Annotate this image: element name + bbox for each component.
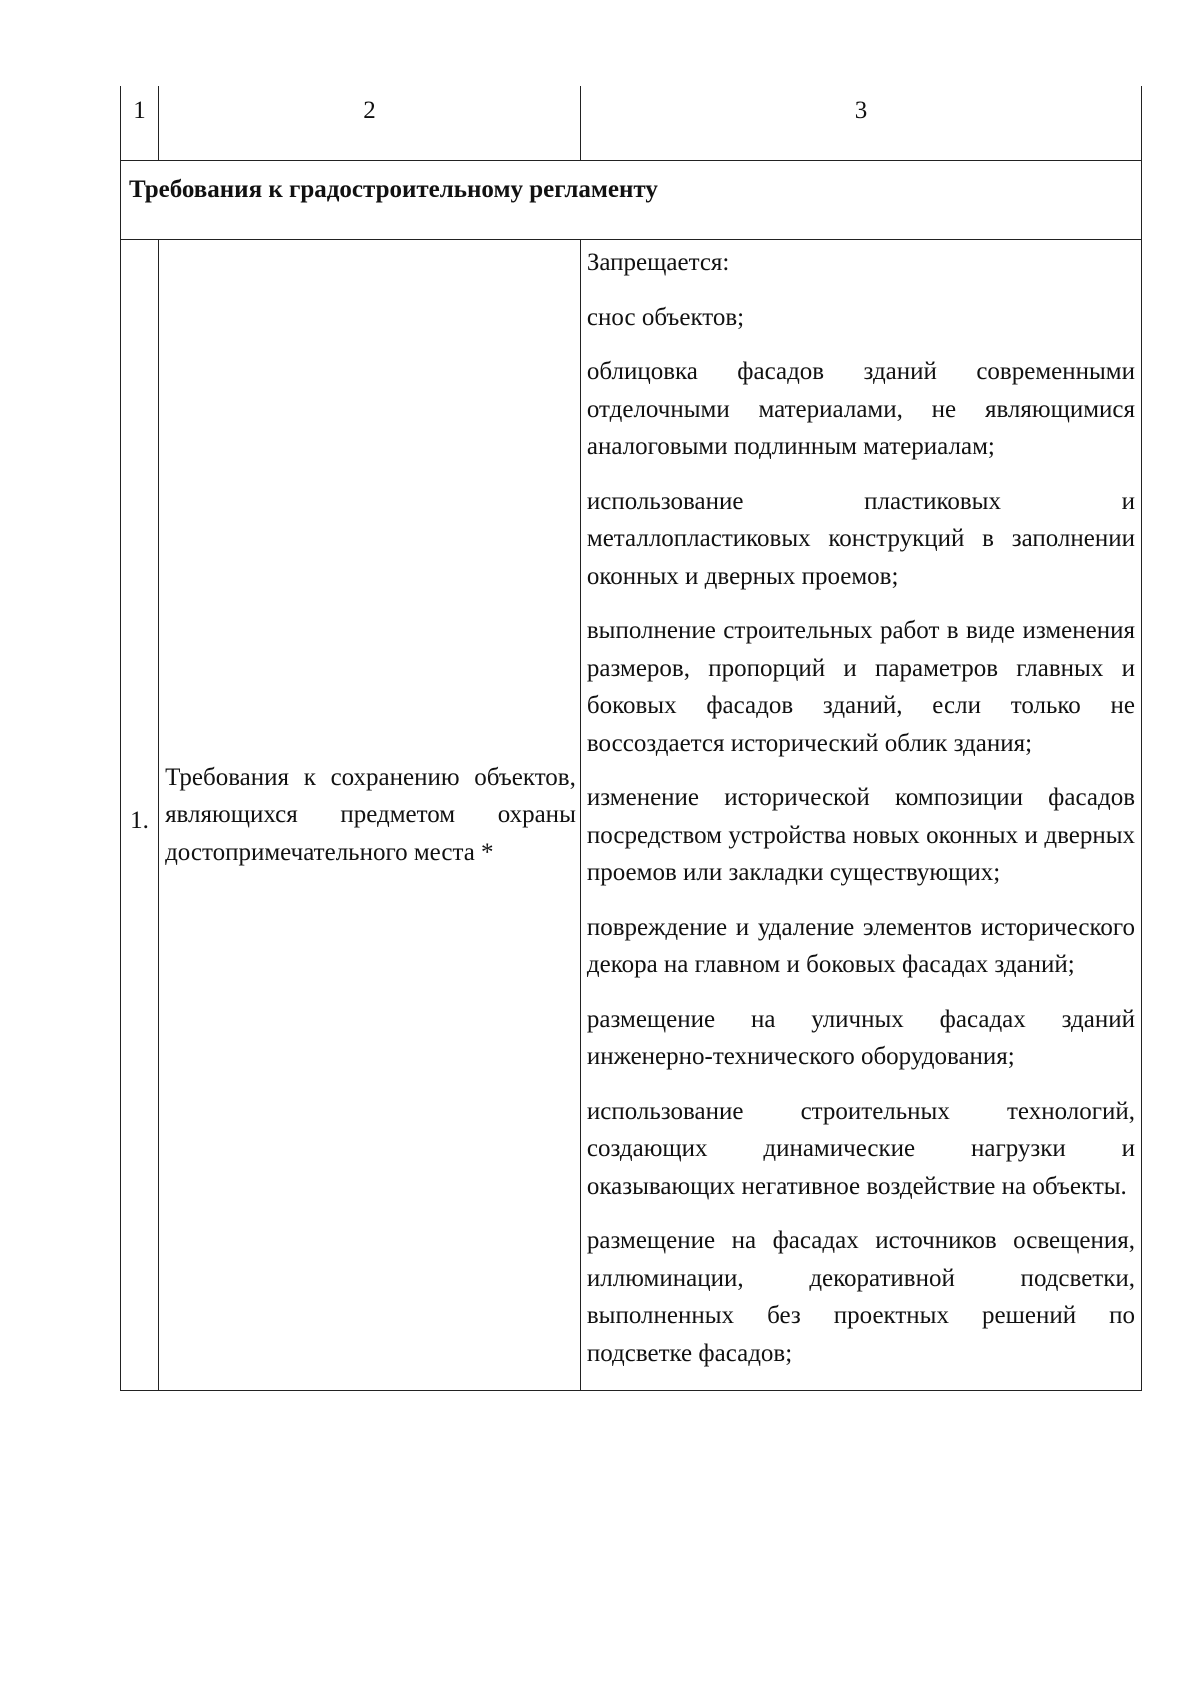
content-paragraph: использование строительных технологий, создающих динамические нагрузки и оказывающих негативное воздействие на объекты. (586, 1097, 1135, 1200)
column-number-2: 2 (159, 86, 581, 161)
column-number-1: 1 (121, 86, 159, 161)
content-paragraph: изменение исторической композиции фасадов посредством устройства новых оконных и дверных проемов или закладки существующих; (586, 784, 1135, 886)
table-row (121, 240, 1142, 1391)
requirement-name: Требования к сохранению объектов, являющихся предметом охраны достопримечательного места * (159, 240, 581, 1391)
content-paragraph: снос объектов; (586, 303, 745, 331)
content-paragraph: повреждение и удаление элементов исторического декора на главном и боковых фасадах зданий; (586, 913, 1135, 978)
content-paragraph: облицовка фасадов зданий современными отделочными материалами, не являющимися аналоговыми подлинным материалам; (586, 358, 1135, 460)
content-paragraph: размещение на фасадах источников освещения, иллюминации, декоративной подсветки, выполненных без проектных решений по подсветке фасадов; (586, 1227, 1135, 1367)
column-number-3: 3 (580, 86, 1141, 161)
content-paragraph: использование пластиковых и металлопластиковых конструкций в заполнении оконных и дверных проемов; (586, 487, 1135, 590)
section-title: Требования к градостроительному регламенту (121, 161, 1142, 240)
section-header-row (121, 161, 1142, 240)
content-paragraph: Запрещается: (586, 249, 730, 276)
column-number-row (121, 86, 1142, 161)
requirement-content (580, 240, 1141, 1391)
content-paragraph: выполнение строительных работ в виде изменения размеров, пропорций и параметров главных и боковых фасадов зданий, если только не воссоздается исторический облик здания; (586, 617, 1135, 757)
content-paragraph: размещение на уличных фасадах зданий инженерно-технического оборудования; (586, 1005, 1135, 1070)
regulation-table (120, 86, 1142, 1391)
row-number: 1. (121, 240, 159, 1391)
